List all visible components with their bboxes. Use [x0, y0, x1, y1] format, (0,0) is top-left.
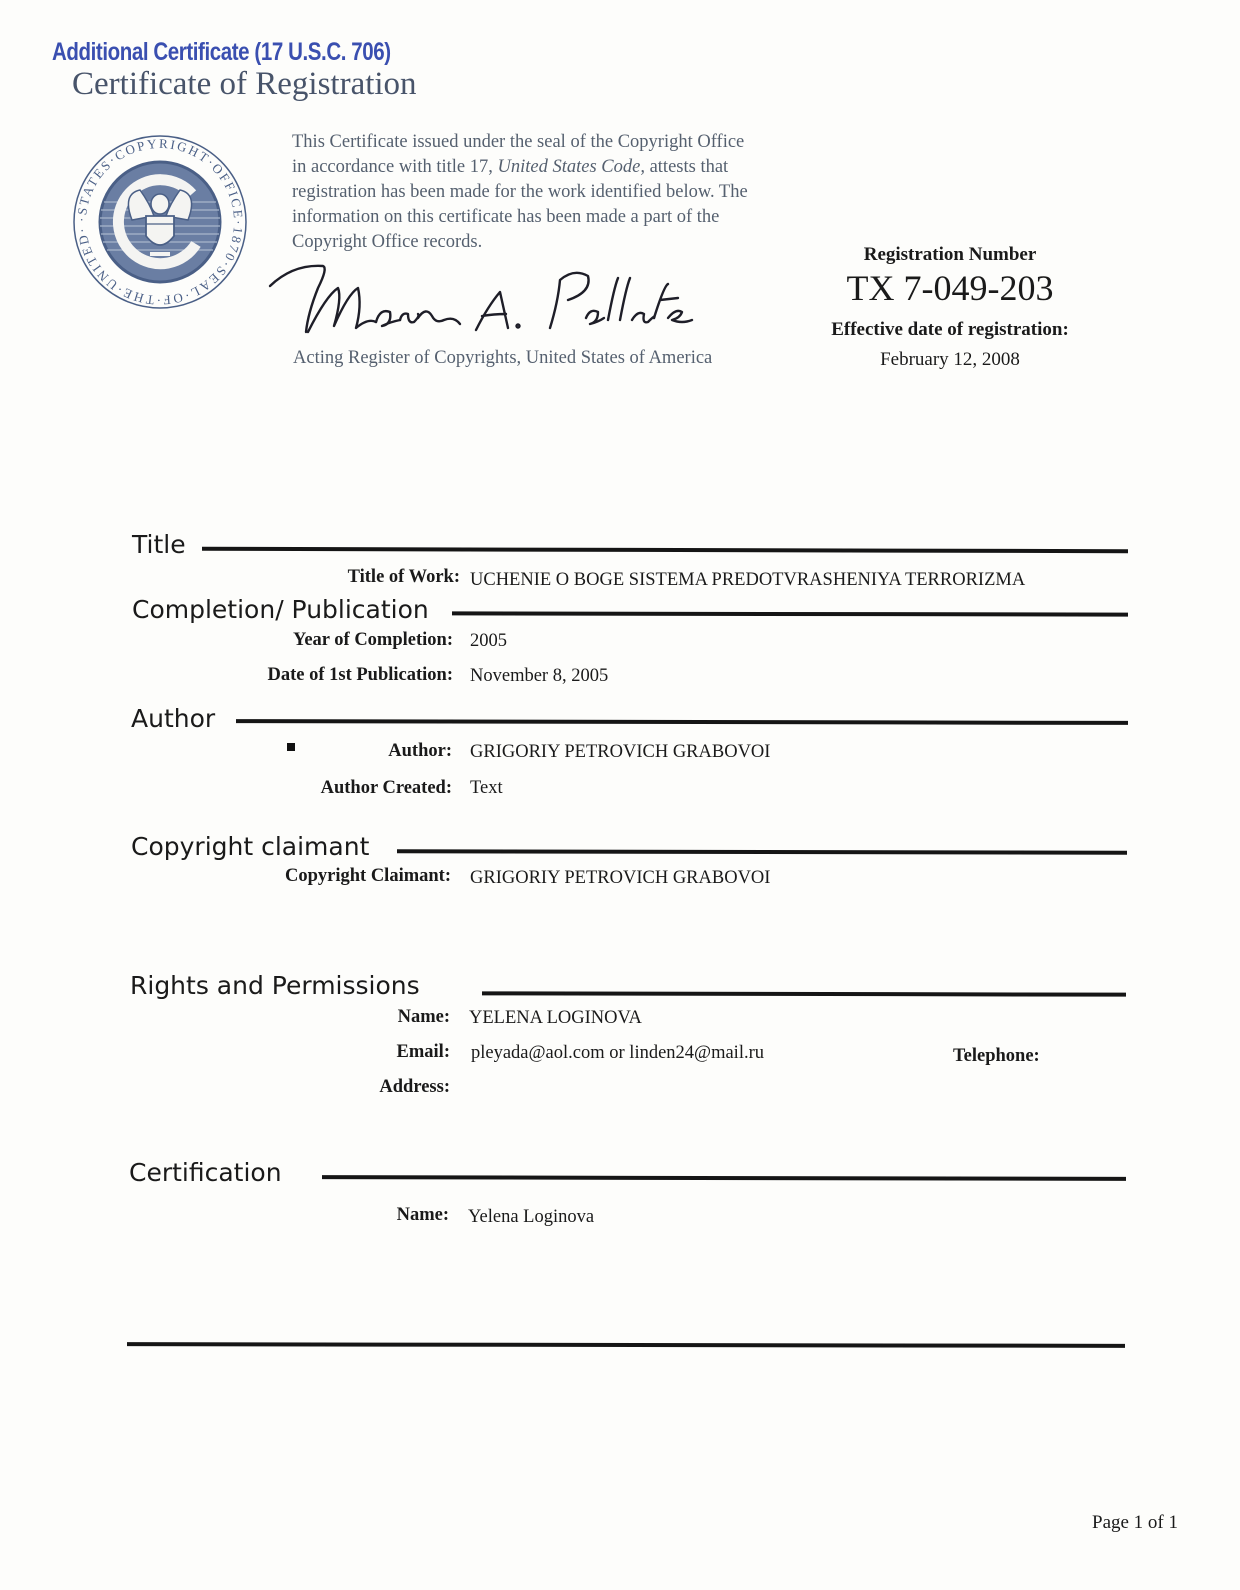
section-rights-heading: Rights and Permissions	[130, 971, 420, 1000]
rights-name-value: YELENA LOGINOVA	[469, 1008, 642, 1028]
title-of-work-label: Title of Work:	[347, 567, 460, 587]
seal-ring-text: ·STATES·COPYRIGHT·OFFICE·1870·SEAL·OF·THE·UNITED·	[73, 135, 247, 309]
certificate-title: Certificate of Registration	[72, 66, 417, 102]
bottom-rule	[127, 1342, 1125, 1348]
year-of-completion-value: 2005	[470, 631, 507, 651]
register-caption: Acting Register of Copyrights, United States of America	[293, 348, 713, 368]
author-created-value: Text	[470, 778, 503, 798]
section-title-rule	[202, 547, 1128, 553]
section-title-heading: Title	[132, 530, 186, 559]
copyright-office-seal-icon	[70, 132, 250, 312]
section-rights-rule	[482, 991, 1126, 996]
copyright-claimant-value: GRIGORIY PETROVICH GRABOVOI	[470, 868, 771, 888]
rights-address-label: Address:	[379, 1077, 450, 1097]
author-label: Author:	[388, 741, 452, 761]
rights-email-label: Email:	[396, 1042, 450, 1062]
year-of-completion-label: Year of Completion:	[293, 630, 453, 650]
section-author-rule	[236, 719, 1128, 725]
date-of-publication-value: November 8, 2005	[470, 666, 609, 686]
section-completion-rule	[452, 611, 1128, 616]
section-certification-heading: Certification	[129, 1158, 282, 1187]
title-of-work-value: UCHENIE O BOGE SISTEMA PREDOTVRASHENIYA TERRORIZMA	[470, 570, 1026, 590]
author-value: GRIGORIY PETROVICH GRABOVOI	[470, 742, 771, 762]
section-author-heading: Author	[131, 704, 216, 733]
author-created-label: Author Created:	[320, 778, 452, 798]
certification-name-label: Name:	[396, 1205, 449, 1225]
effective-date: February 12, 2008	[880, 349, 1020, 370]
rights-email-value: pleyada@aol.com or linden24@mail.ru	[471, 1043, 764, 1063]
register-signature	[268, 258, 698, 348]
registration-number-label: Registration Number	[863, 244, 1037, 265]
additional-certificate-heading: Additional Certificate (17 U.S.C. 706)	[52, 38, 391, 66]
rights-telephone-label: Telephone:	[953, 1046, 1040, 1066]
date-of-publication-label: Date of 1st Publication:	[267, 665, 453, 685]
intro-text-part1: This Certificate issued under the seal of the Copyright Office in accordance with title 17,	[292, 132, 745, 177]
copyright-claimant-label: Copyright Claimant:	[285, 866, 451, 886]
rights-name-label: Name:	[397, 1007, 450, 1027]
certificate-intro-text	[292, 130, 762, 255]
intro-code-reference: United States Code,	[497, 157, 645, 177]
effective-date-label: Effective date of registration:	[831, 319, 1069, 340]
registration-number: TX 7-049-203	[846, 268, 1054, 308]
section-certification-rule	[322, 1175, 1126, 1181]
section-claimant-rule	[397, 849, 1127, 855]
section-claimant-heading: Copyright claimant	[131, 832, 370, 861]
intro-text-part2: attests that registration has been made for the work identified below. The information on this certificate has been made a part of the Copyright Office records.	[292, 157, 748, 252]
page-number: Page 1 of 1	[1092, 1512, 1179, 1533]
certification-name-value: Yelena Loginova	[468, 1207, 595, 1227]
section-completion-heading: Completion/ Publication	[132, 595, 429, 624]
registration-block	[830, 244, 1070, 371]
